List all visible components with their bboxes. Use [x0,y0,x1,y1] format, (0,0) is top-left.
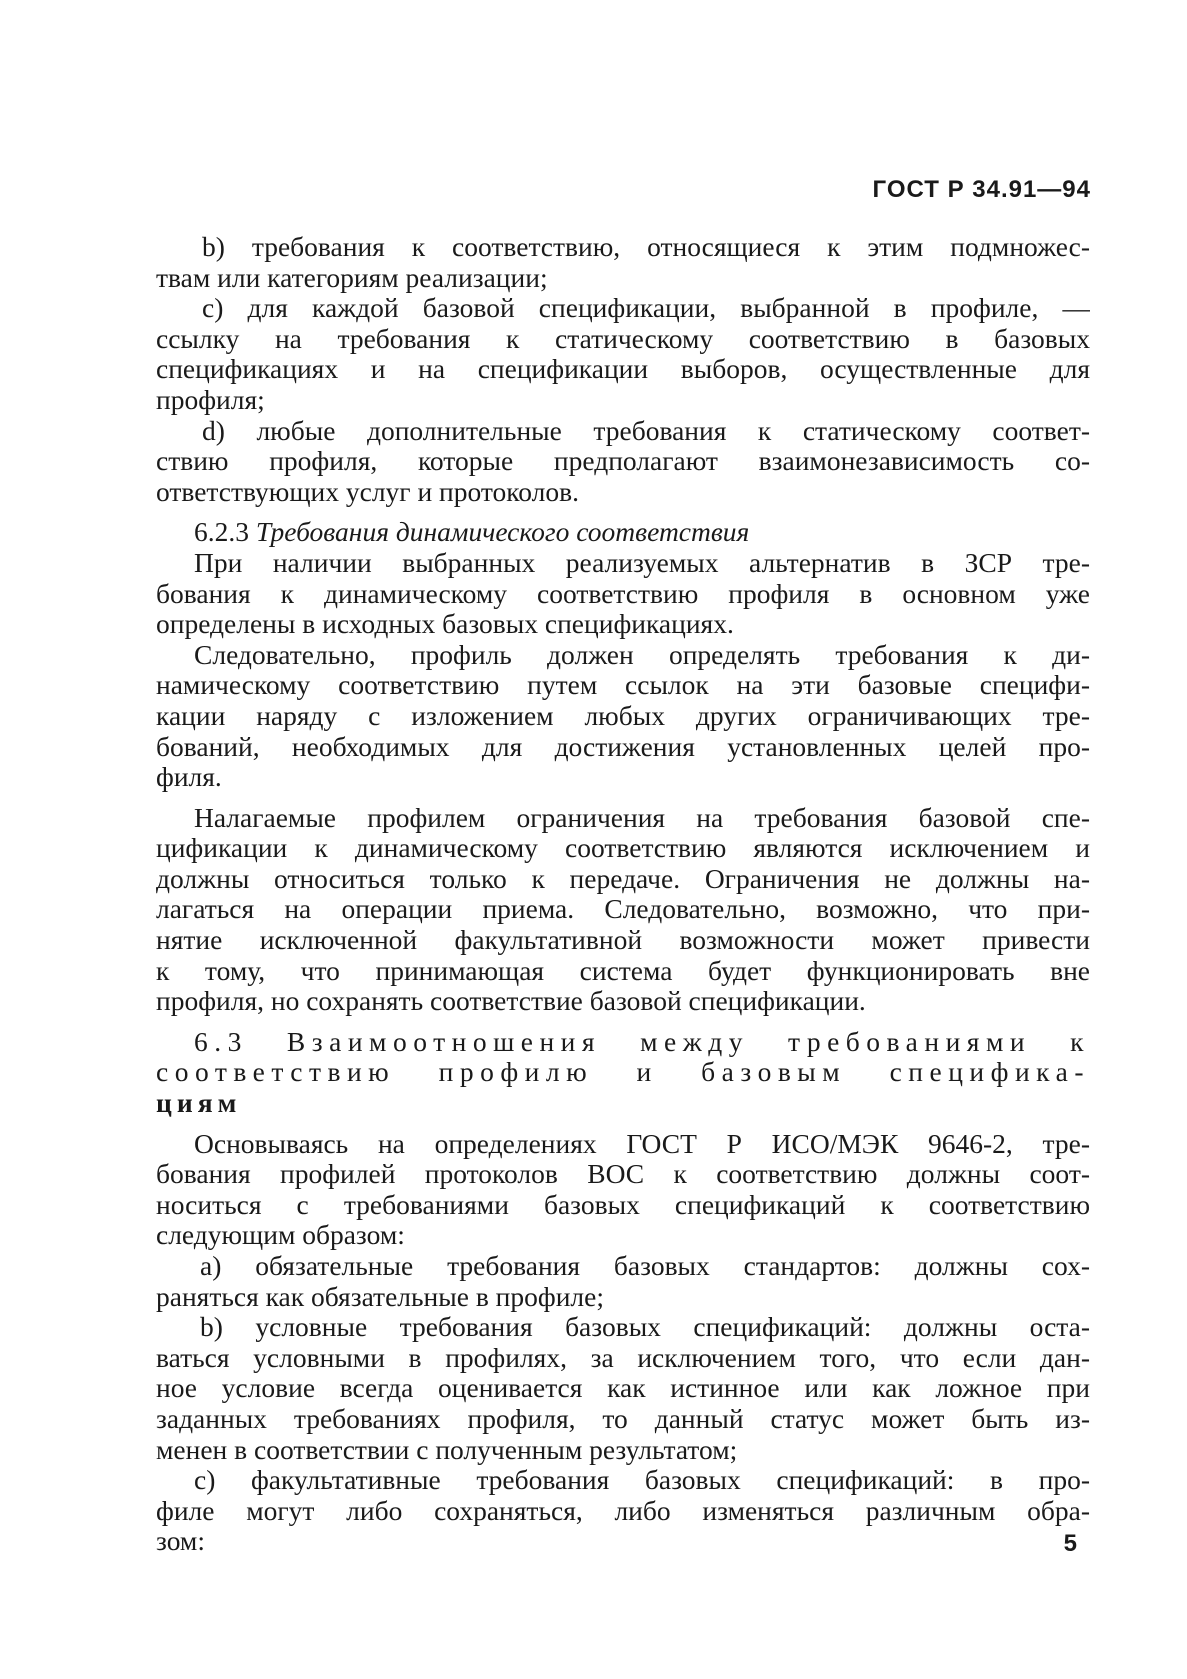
list-item-b-line: b) условные требования базовых спецификаций: должны оста- [200,1312,1090,1343]
text-line: ное условие всегда оценивается как истинное или как ложное при [156,1373,1090,1404]
text-line: профиля; [156,383,265,415]
page-header: ГОСТ Р 34.91—94 [872,176,1091,203]
text-line: раняться как обязательные в профиле; [156,1280,605,1312]
list-item-d-line: d) любые дополнительные требования к статическому соответ- [202,415,1090,446]
text-line: цификации к динамическому соответствию являются исключением и [156,833,1090,864]
text-line: филе могут либо сохраняться, либо изменяться различным обра- [156,1495,1090,1526]
text-line: твам или категориям реализации; [156,261,548,293]
text-line: бований, необходимых для достижения установленных целей про- [156,731,1090,762]
section-heading-6-3: 6.3 Взаимоотношения между требованиями к [194,1026,1090,1057]
text-line: ваться условными в профилях, за исключением того, что если дан- [156,1342,1090,1373]
text-line: следующим образом: [156,1219,405,1251]
text-line: профиля, но сохранять соответствие базовой спецификации. [156,985,866,1017]
paragraph-line: Основываясь на определениях ГОСТ Р ИСО/МЭК 9646-2, тре- [194,1128,1090,1159]
text-line: менен в соответствии с полученным результатом; [156,1433,738,1465]
text-line: носиться с требованиями базовых спецификаций к соответствию [156,1189,1090,1220]
text-line: зом: [156,1525,205,1557]
text-line: ссылку на требования к статическому соответствию в базовых [156,323,1090,354]
text-line: кации наряду с изложением любых других ограничивающих тре- [156,700,1090,731]
text-line: ствию профиля, которые предполагают взаимонезависимость со- [156,446,1090,477]
list-item-a-line: a) обязательные требования базовых стандартов: должны сох- [200,1251,1090,1281]
paragraph-line: При наличии выбранных реализуемых альтернатив в ЗСР тре- [194,547,1090,578]
text-line: намическому соответствию путем ссылок на эти базовые специфи- [156,670,1090,701]
section-heading-line: циям [156,1087,242,1119]
text-line: лагаться на операции приема. Следовательно, возможно, что при- [156,894,1090,925]
page-number: 5 [1063,1530,1077,1557]
section-heading-6-2-3 [156,517,1090,548]
text-line: должны относиться только к передаче. Ограничения не должны на- [156,863,1090,894]
page-body [156,232,1090,1557]
text-line: бования к динамическому соответствию профиля в основном уже [156,578,1090,609]
list-item-c-line: c) для каждой базовой спецификации, выбранной в профиле, — [202,293,1090,324]
text-line: определены в исходных базовых спецификациях. [156,608,734,640]
text-line: заданных требованиях профиля, то данный статус может быть из- [156,1403,1090,1434]
list-item-b-line: b) требования к соответствию, относящиеся к этим подмножес- [202,232,1090,262]
section-title: Требования динамического соответствия [255,516,750,548]
list-item-c-line: c) факультативные требования базовых спецификаций: в про- [194,1465,1090,1496]
paragraph-line: Налагаемые профилем ограничения на требования базовой спе- [194,802,1090,833]
text-line: нятие исключенной факультативной возможности может привести [156,925,1090,956]
text-line: к тому, что принимающая система будет функционировать вне [156,955,1090,986]
text-line: бования профилей протоколов ВОС к соответствию должны соот- [156,1159,1090,1190]
section-heading-line: соответствию профилю и базовым специфика- [156,1057,1090,1088]
section-number: 6.2.3 [194,516,256,548]
text-line: ответствующих услуг и протоколов. [156,475,579,507]
text-line: филя. [156,761,222,793]
paragraph-line: Следовательно, профиль должен определять требования к ди- [194,639,1090,670]
text-line: спецификациях и на спецификации выборов, осуществленные для [156,354,1090,385]
